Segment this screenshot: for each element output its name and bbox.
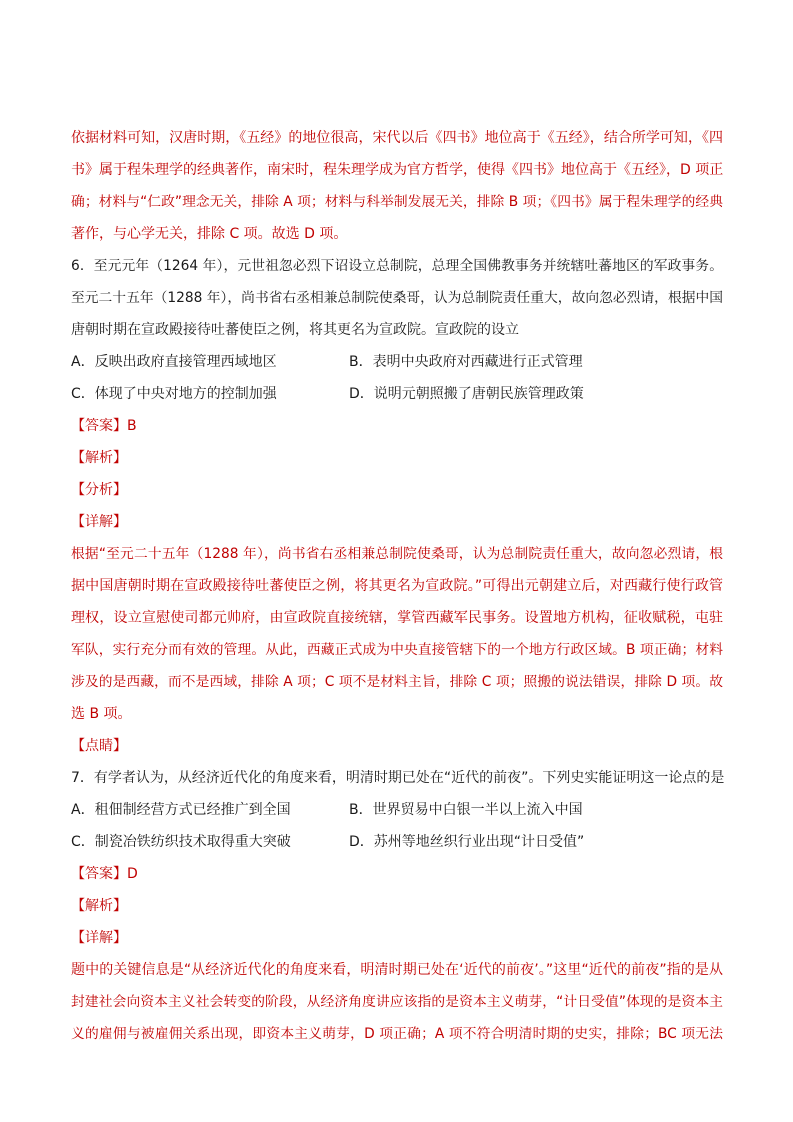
question-7-detail-line: 义的雇佣与被雇佣关系出现，即资本主义萌芽，D 项正确；A 项不符合明清时期的史实，排除；BC 项无法 [71,1026,723,1042]
question-7-option-b: B．世界贸易中白银一半以上流入中国 [349,802,583,818]
question-7-option-c: C．制瓷冶铁纺织技术取得重大突破 [71,834,291,850]
question-6-detail-line: 军队，实行充分而有效的管理。从此，西藏正式成为中央直接管辖下的一个地方行政区域。B 项正确；材料 [71,642,723,658]
question-6-option-a: A．反映出政府直接管理西域地区 [71,354,277,370]
question-7-option-d: D．苏州等地丝织行业出现“计日受值” [349,834,585,850]
question-6-detail-line: 理权，设立宣慰使司都元帅府，由宣政院直接统辖，掌管西藏军民事务。设置地方机构，征收赋税，屯驻 [71,610,723,626]
question-7-detail-line: 题中的关键信息是“从经济近代化的角度来看，明清时期已处在‘近代的前夜’。”这里“近代的前夜”指的是从 [71,962,723,978]
explanation-line: 确；材料与“仁政”理念无关，排除 A 项；材料与科举制发展无关，排除 B 项；《四书》属于程朱理学的经典 [71,194,723,210]
question-6-option-d: D．说明元朝照搬了唐朝民族管理政策 [349,386,584,402]
question-7-answer: 【答案】D [71,866,138,882]
question-6-detail-line: 根据“至元二十五年（1288 年），尚书省右丞相兼总制院使桑哥，认为总制院责任重大，故向忽必烈请，根 [71,546,723,562]
question-6-option-c: C．体现了中央对地方的控制加强 [71,386,277,402]
explanation-line: 著作，与心学无关，排除 C 项。故选 D 项。 [71,226,348,242]
question-6-fenxi-label: 【分析】 [71,482,127,498]
question-7-analysis-label: 【解析】 [71,898,127,914]
explanation-line: 依据材料可知，汉唐时期，《五经》的地位很高，宋代以后《四书》地位高于《五经》，结合所学可知，《四 [71,130,723,146]
question-6-detail-label: 【详解】 [71,514,127,530]
question-6-stem: 6．至元元年（1264 年），元世祖忽必烈下诏设立总制院，总理全国佛教事务并统辖吐蕃地区的军政事务。 [71,258,723,274]
question-6-dianjing-label: 【点睛】 [71,738,127,754]
question-6-option-b: B．表明中央政府对西藏进行正式管理 [349,354,583,370]
question-6-stem: 至元二十五年（1288 年），尚书省右丞相兼总制院使桑哥，认为总制院责任重大，故向忽必烈请，根据中国 [71,290,723,306]
question-6-answer: 【答案】B [71,418,137,434]
question-7-detail-label: 【详解】 [71,930,127,946]
question-6-detail-line: 涉及的是西藏，而不是西域，排除 A 项；C 项不是材料主旨，排除 C 项；照搬的说法错误，排除 D 项。故 [71,674,723,690]
question-7-detail-line: 封建社会向资本主义社会转变的阶段，从经济角度讲应该指的是资本主义萌芽，“计日受值”体现的是资本主 [71,994,723,1010]
explanation-line: 书》属于程朱理学的经典著作，南宋时，程朱理学成为官方哲学，使得《四书》地位高于《五经》，D 项正 [71,162,724,178]
question-6-detail-line: 据中国唐朝时期在宣政殿接待吐蕃使臣之例，将其更名为宣政院。”可得出元朝建立后，对西藏行使行政管 [71,578,723,594]
question-6-detail-line: 选 B 项。 [71,706,132,722]
question-6-analysis-label: 【解析】 [71,450,127,466]
question-7-option-a: A．租佃制经营方式已经推广到全国 [71,802,291,818]
question-7-stem: 7．有学者认为，从经济近代化的角度来看，明清时期已处在“近代的前夜”。下列史实能证明这一论点的是 [71,770,725,786]
question-6-stem: 唐朝时期在宣政殿接待吐蕃使臣之例，将其更名为宣政院。宣政院的设立 [71,322,519,338]
